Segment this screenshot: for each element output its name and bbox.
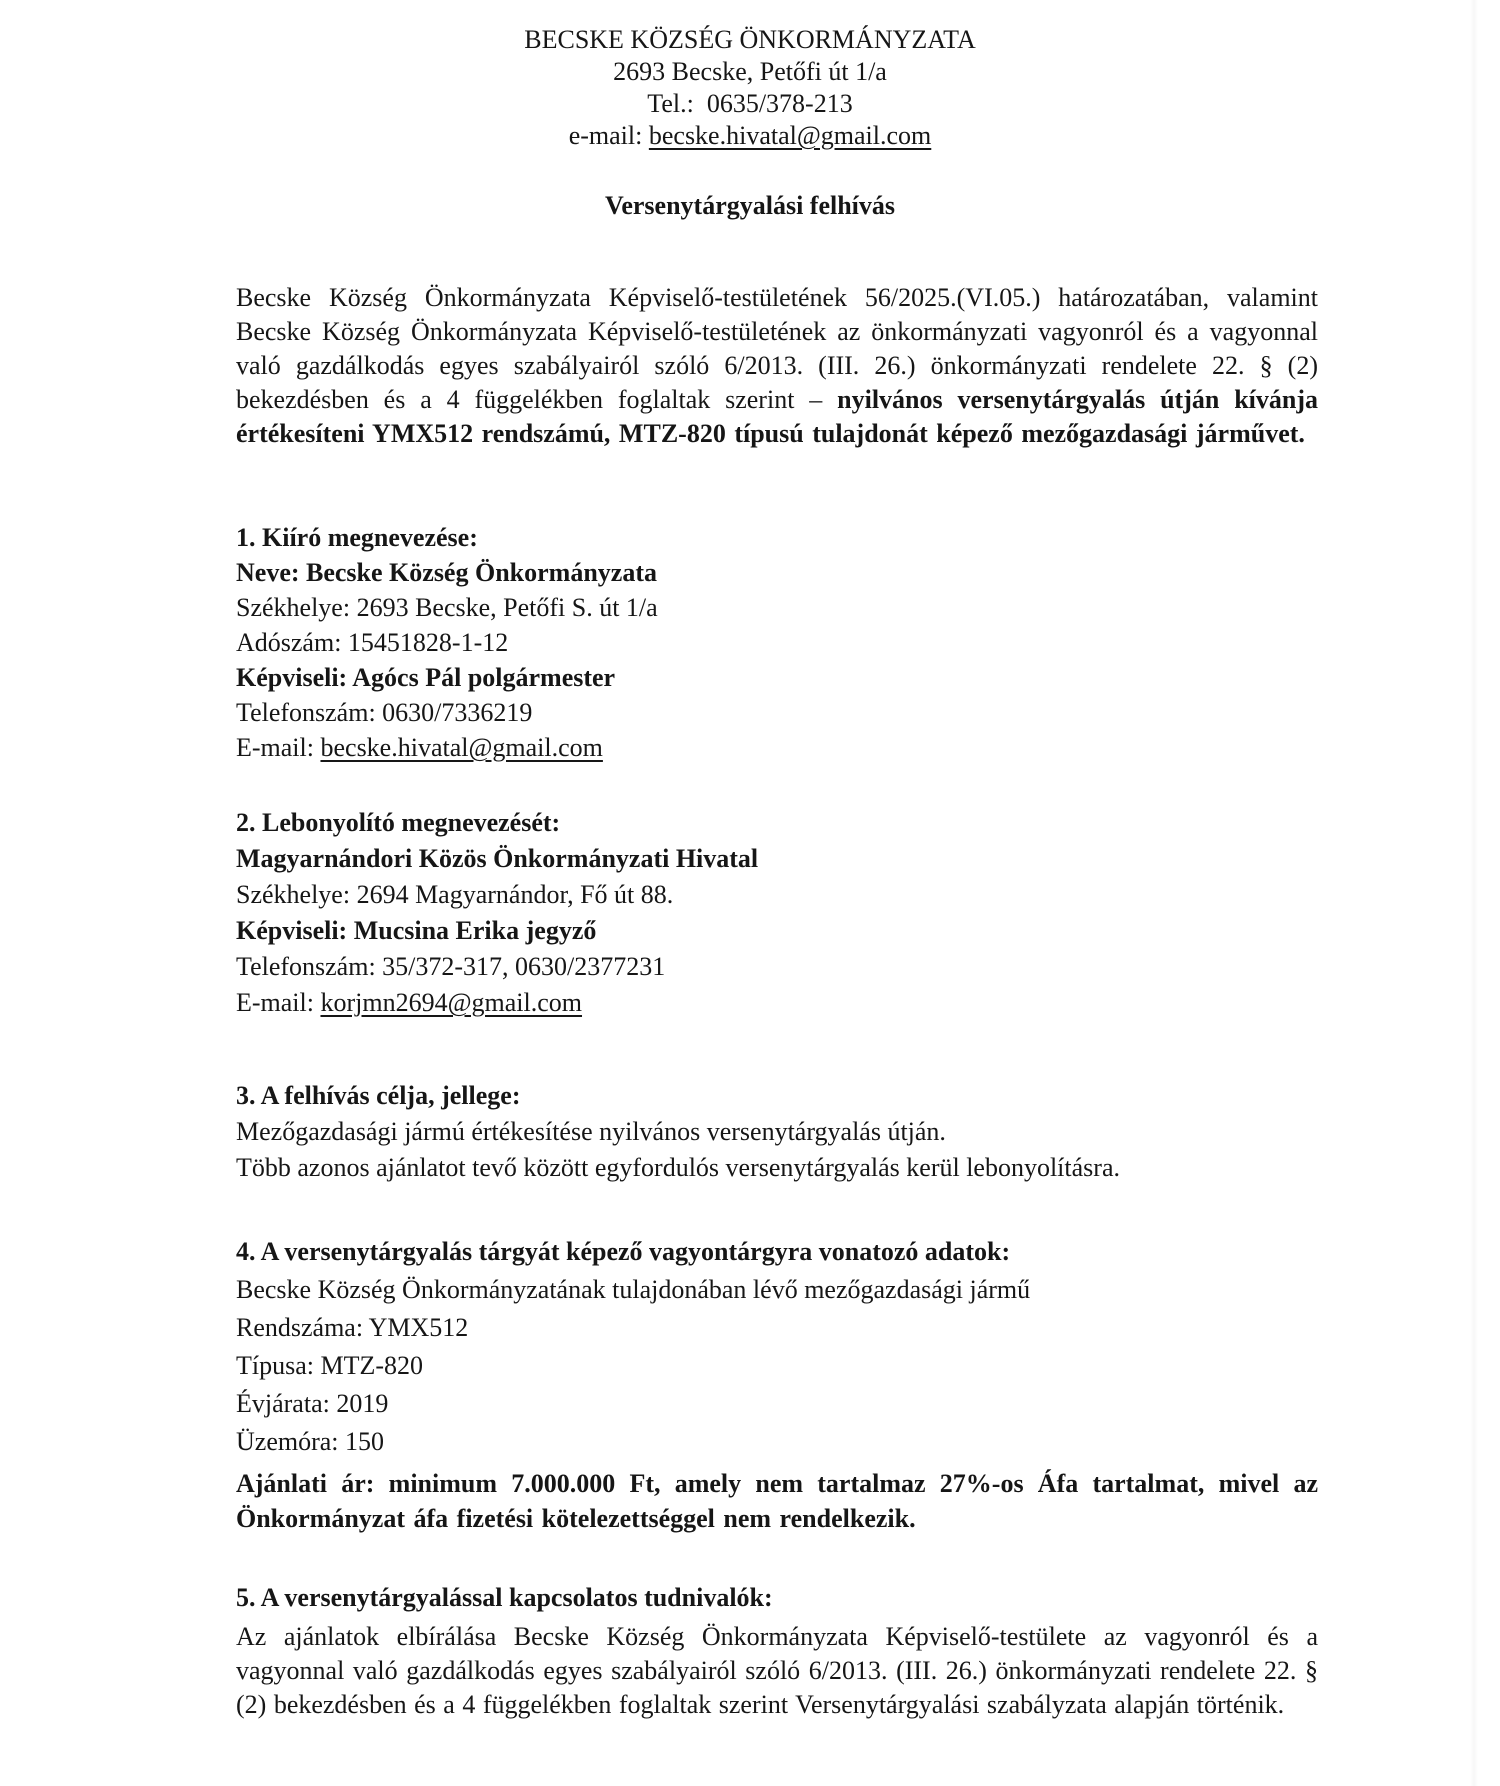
org-phone: Tel.: 0635/378-213 (647, 89, 853, 118)
issuer-representative: Képviseli: Agócs Pál polgármester (236, 663, 616, 692)
purpose-line-1: Mezőgazdasági jármú értékesítése nyilvános versenytárgyalás útján. (236, 1117, 946, 1146)
intro-text-bold: nyilvános versenytárgyalás útján kívánja értékesíteni YMX512 rendszámú, MTZ-820 típusú tulajdonát képező mezőgazdasági járművet. (236, 385, 1318, 448)
section-1-heading: 1. Kiíró megnevezése: (236, 523, 478, 552)
section-4-heading: 4. A versenytárgyalás tárgyát képező vagyontárgyra vonatozó adatok: (236, 1237, 1011, 1266)
org-email-label: e-mail: (568, 121, 649, 150)
document-title: Versenytárgyalási felhívás (604, 191, 896, 220)
section-2-organizer (236, 805, 1318, 1021)
asset-price-note: Ajánlati ár: minimum 7.000.000 Ft, amely nem tartalmaz 27%-os Áfa tartalmat, mivel az Önkormányzat áfa fizetési kötelezettséggel nem rendelkezik. (236, 1469, 1318, 1533)
section-1-issuer (236, 520, 1318, 765)
issuer-phone: Telefonszám: 0630/7336219 (236, 698, 533, 727)
issuer-email-label: E-mail: (236, 733, 321, 762)
org-name: BECSKE KÖZSÉG ÖNKORMÁNYZATA (524, 25, 976, 54)
issuer-tax-number: Adószám: 15451828-1-12 (236, 628, 509, 657)
organizer-representative: Képviseli: Mucsina Erika jegyző (236, 916, 597, 945)
asset-plate-number: Rendszáma: YMX512 (236, 1313, 469, 1342)
issuer-email-link[interactable]: becske.hivatal@gmail.com (320, 733, 603, 762)
scan-artifact-streak (1470, 0, 1478, 1786)
asset-operating-hours: Üzemóra: 150 (236, 1427, 385, 1456)
org-email-link[interactable]: becske.hivatal@gmail.com (648, 121, 932, 150)
letterhead (0, 24, 1500, 152)
purpose-line-2: Több azonos ajánlatot tevő között egyfordulós versenytárgyalás kerül lebonyolításra. (236, 1153, 1120, 1182)
org-address: 2693 Becske, Petőfi út 1/a (613, 57, 887, 86)
issuer-address: Székhelye: 2693 Becske, Petőfi S. út 1/a (236, 593, 658, 622)
section-5-info (236, 1580, 1318, 1722)
asset-type: Típusa: MTZ-820 (236, 1351, 424, 1380)
asset-owner-line: Becske Község Önkormányzatának tulajdonában lévő mezőgazdasági jármű (236, 1275, 1031, 1304)
intro-paragraph (236, 281, 1318, 451)
section-3-heading: 3. A felhívás célja, jellege: (236, 1081, 521, 1110)
section-2-heading: 2. Lebonyolító megnevezését: (236, 808, 561, 837)
issuer-name: Neve: Becske Község Önkormányzata (236, 558, 657, 587)
organizer-phone: Telefonszám: 35/372-317, 0630/2377231 (236, 952, 666, 981)
organizer-email-link[interactable]: korjmn2694@gmail.com (320, 988, 583, 1017)
asset-year: Évjárata: 2019 (236, 1389, 389, 1418)
section-3-purpose (236, 1078, 1318, 1186)
issuer-email-line (236, 730, 1318, 765)
organizer-name: Magyarnándori Közös Önkormányzati Hivatal (236, 844, 759, 873)
info-paragraph: Az ajánlatok elbírálása Becske Község Önkormányzata Képviselő-testülete az vagyonról és a vagyonnal való gazdálkodás egyes szabályairól szóló 6/2013. (III. 26.) önkormányzati rendelete 22. § (2) bekezdésben és a 4 függelékben foglaltak szerint Versenytárgyalási szabályzata alapján történik. (236, 1622, 1318, 1719)
section-5-heading: 5. A versenytárgyalással kapcsolatos tudnivalók: (236, 1583, 773, 1612)
organizer-address: Székhelye: 2694 Magyarnándor, Fő út 88. (236, 880, 674, 909)
org-email-line (0, 120, 1500, 152)
intro-text-regular: Becske Község Önkormányzata Képviselő-testületének 56/2025.(VI.05.) határozatában, valamint Becske Község Önkormányzata Képviselő-testületének az önkormányzati vagyonról és a vagyonnal való gazdálkodás egyes szabályairól szóló 6/2013. (III. 26.) önkormányzati rendelete 22. § (2) bekezdésben és a 4 függelékben foglaltak szerint – (236, 283, 1318, 414)
section-4-asset-data (236, 1233, 1318, 1536)
organizer-email-line (236, 985, 1318, 1021)
organizer-email-label: E-mail: (236, 988, 321, 1017)
